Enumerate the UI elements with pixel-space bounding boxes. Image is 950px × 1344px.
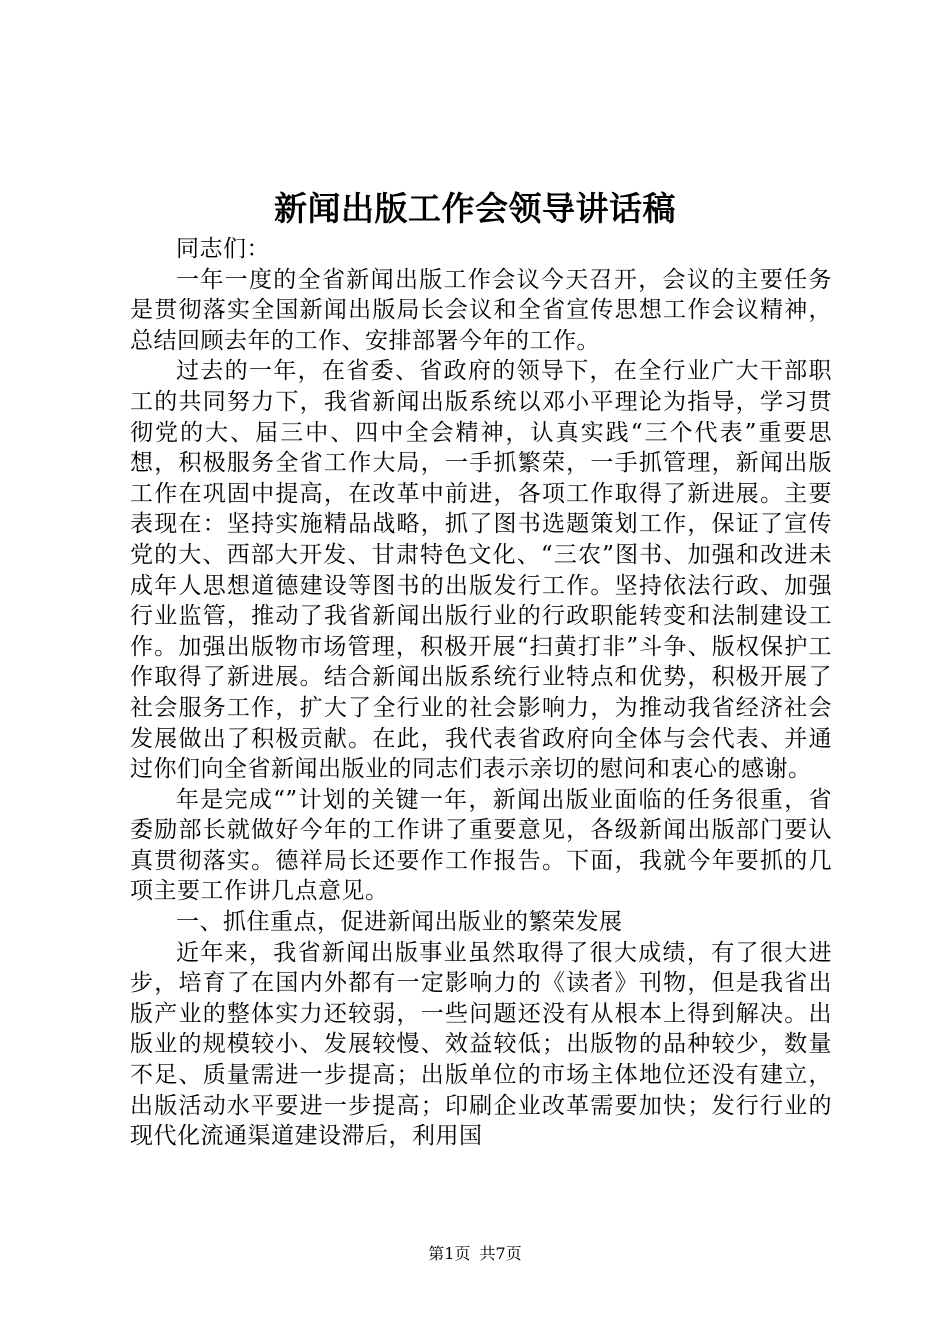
document-title: 新闻出版工作会领导讲话稿 <box>274 189 676 228</box>
section-heading: 一、抓住重点，促进新闻出版业的繁荣发展 <box>176 909 623 936</box>
salutation-paragraph: 同志们： <box>176 236 270 262</box>
page-total: 共7页 <box>479 1244 522 1263</box>
body-paragraph: 近年来，我省新闻出版事业虽然取得了很大成绩，有了很大进步，培育了在国内外都有一定影响力的《读者》刊物，但是我省出版产业的整体实力还较弱，一些问题还没有从根本上得到解决。出版业的规模较小、发展较慢、效益较低；出版物的品种较少，数量不足、质量需进一步提高；出版单位的市场主体地位还没有建立，出版活动水平要进一步提高；印刷企业改革需要加快；发行行业的现代化流通渠道建设滞后，利用国 <box>130 939 832 1150</box>
page-footer <box>0 1244 950 1264</box>
page-number: 第1页 <box>428 1244 471 1263</box>
document-body <box>130 234 832 1152</box>
body-paragraph: 一年一度的全省新闻出版工作会议今天召开，会议的主要任务是贯彻落实全国新闻出版局长会议和全省宣传思想工作会议精神，总结回顾去年的工作、安排部署今年的工作。 <box>130 266 832 354</box>
body-paragraph: 过去的一年，在省委、省政府的领导下，在全行业广大干部职工的共同努力下，我省新闻出版系统以邓小平理论为指导，学习贯彻党的大、届三中、四中全会精神，认真实践“三个代表”重要思想，积极服务全省工作大局，一手抓繁荣，一手抓管理，新闻出版工作在巩固中提高，在改革中前进，各项工作取得了新进展。主要表现在：坚持实施精品战略，抓了图书选题策划工作，保证了宣传党的大、西部大开发、甘肃特色文化、“三农”图书、加强和改进未成年人思想道德建设等图书的出版发行工作。坚持依法行政、加强行业监管，推动了我省新闻出版行业的行政职能转变和法制建设工作。加强出版物市场管理，积极开展“扫黄打非”斗争、版权保护工作取得了新进展。结合新闻出版系统行业特点和优势，积极开展了社会服务工作，扩大了全行业的社会影响力，为推动我省经济社会发展做出了积极贡献。在此，我代表省政府向全体与会代表、并通过你们向全省新闻出版业的同志们表示亲切的慰问和衷心的感谢。 <box>130 358 832 783</box>
body-paragraph: 年是完成“”计划的关键一年，新闻出版业面临的任务很重，省委励部长就做好今年的工作讲了重要意见，各级新闻出版部门要认真贯彻落实。德祥局长还要作工作报告。下面，我就今年要抓的几项主要工作讲几点意见。 <box>130 786 832 905</box>
